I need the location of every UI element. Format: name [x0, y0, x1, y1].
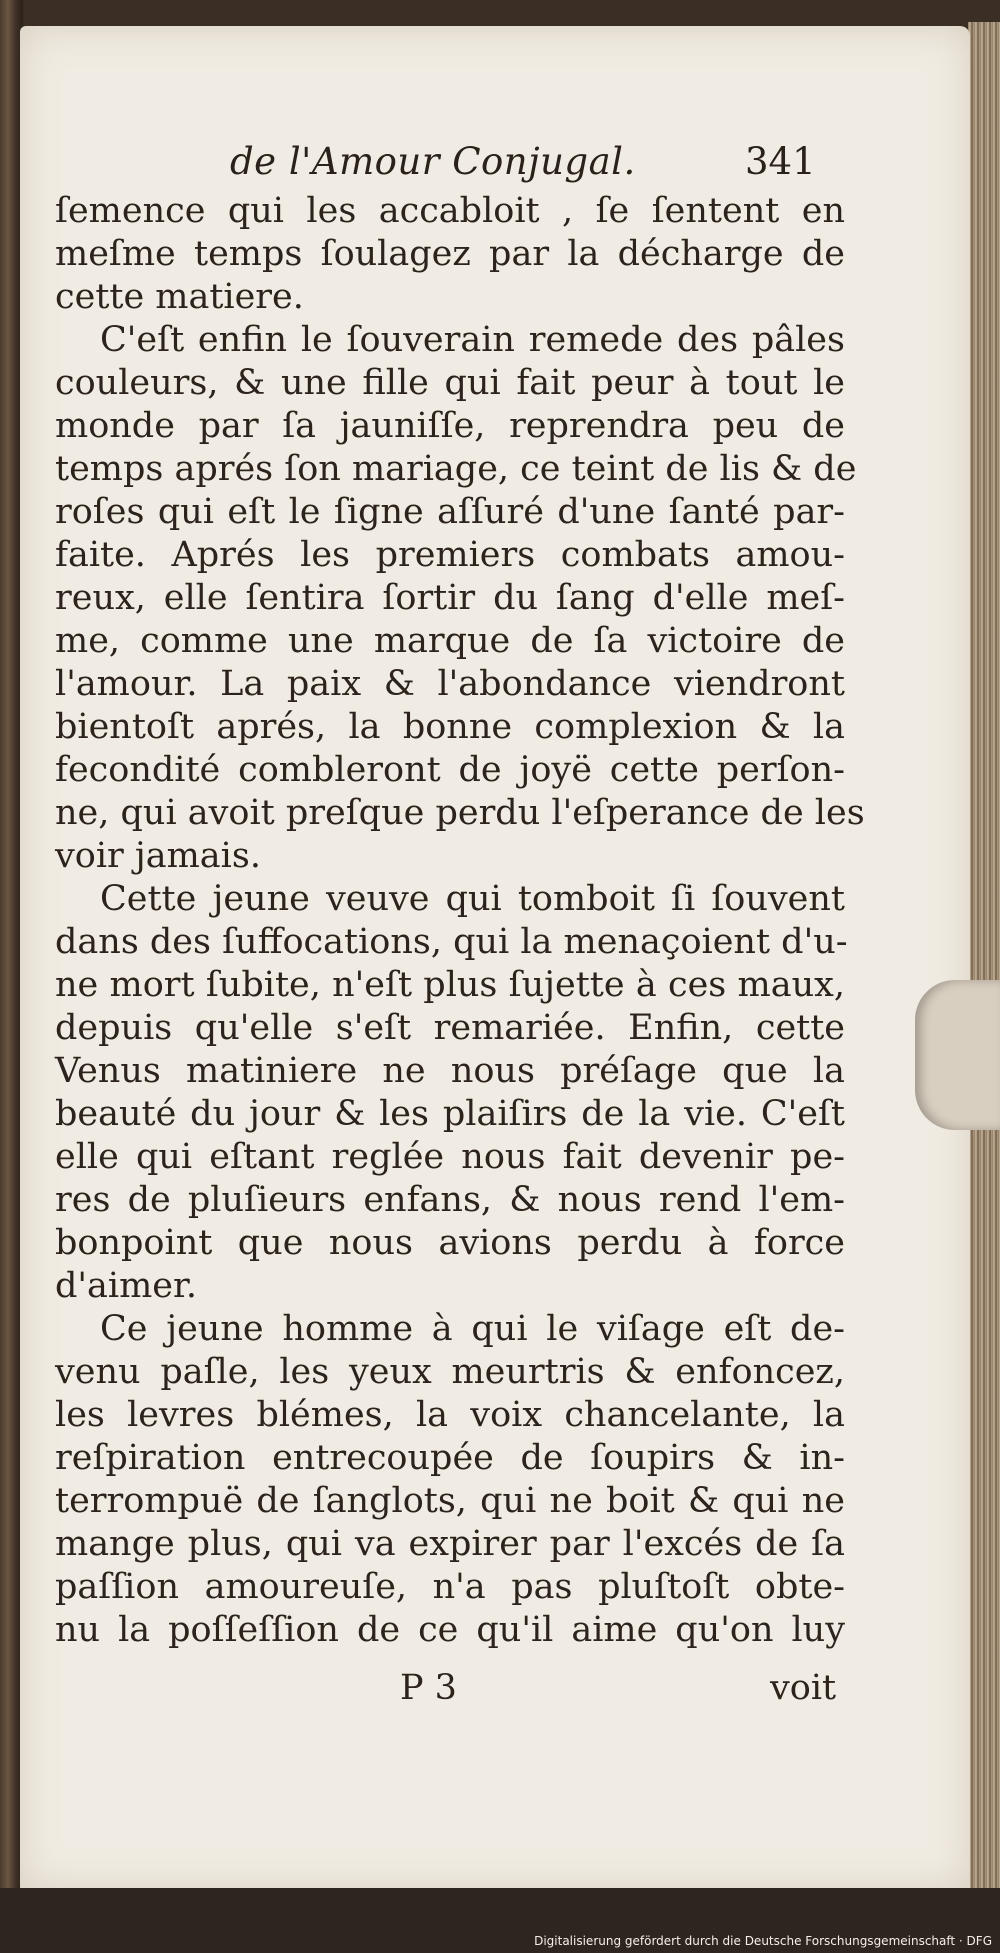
text-line: l'amour. La paix & l'abondance viendront: [55, 664, 845, 704]
text-line: res de pluſieurs enfans, & nous rend l'em-: [55, 1180, 845, 1220]
page-tab-marker: [915, 980, 1000, 1130]
digitization-credit: Digitalisierung gefördert durch die Deutsche Forschungsgemeinschaft · DFG: [534, 1934, 992, 1948]
running-head: [55, 140, 845, 190]
page-number: 341: [745, 140, 816, 183]
text-line: bonpoint que nous avions perdu à force: [55, 1223, 845, 1263]
running-title: de l'Amour Conjugal.: [230, 140, 636, 183]
text-line: mange plus, qui va expirer par l'excés de ſa: [55, 1524, 845, 1564]
text-line: Ce jeune homme à qui le viſage eſt de-: [100, 1309, 845, 1349]
text-line: monde par ſa jauniſſe, reprendra peu de: [55, 406, 845, 446]
text-line: fecondité combleront de joyë cette perſon-: [55, 750, 845, 790]
text-line: Cette jeune veuve qui tomboit ſi ſouvent: [100, 879, 845, 919]
text-line: venu paſle, les yeux meurtris & enfoncez,: [55, 1352, 845, 1392]
text-line: les levres blémes, la voix chancelante, la: [55, 1395, 845, 1435]
page-fore-edge: [968, 22, 1000, 1897]
text-line: roſes qui eſt le ſigne aſſuré d'une ſanté par-: [55, 492, 845, 532]
text-line: terrompuë de ſanglots, qui ne boit & qui ne: [55, 1481, 845, 1521]
text-line: meſme temps ſoulagez par la décharge de: [55, 234, 845, 274]
text-line: Venus matiniere ne nous préſage que la: [55, 1051, 845, 1091]
text-line: ſemence qui les accabloit , ſe ſentent en: [55, 191, 845, 231]
text-line: C'eſt enfin le ſouverain remede des pâles: [100, 320, 845, 360]
text-line: paſſion amoureuſe, n'a pas pluſtoſt obte-: [55, 1567, 845, 1607]
text-line: cette matiere.: [55, 277, 304, 317]
text-line: couleurs, & une fille qui fait peur à tout le: [55, 363, 845, 403]
text-line: dans des ſuffocations, qui la menaçoient d'u-: [55, 922, 848, 962]
text-line: reſpiration entrecoupée de ſoupirs & in-: [55, 1438, 845, 1478]
text-line: reux, elle ſentira ſortir du ſang d'elle meſ-: [55, 578, 845, 618]
text-line: ne, qui avoit preſque perdu l'eſperance de les: [55, 793, 865, 833]
catchword: voit: [770, 1668, 837, 1708]
text-line: elle qui eſtant reglée nous fait devenir pe-: [55, 1137, 845, 1177]
signature-mark: P 3: [400, 1668, 457, 1708]
text-line: nu la poſſeſſion de ce qu'il aime qu'on luy: [55, 1610, 845, 1650]
text-line: voir jamais.: [55, 836, 261, 876]
text-line: d'aimer.: [55, 1266, 197, 1306]
text-line: beauté du jour & les plaiſirs de la vie. C'eſt: [55, 1094, 845, 1134]
text-line: temps aprés ſon mariage, ce teint de lis & de: [55, 449, 857, 489]
text-line: depuis qu'elle s'eſt remariée. Enfin, cette: [55, 1008, 845, 1048]
text-line: me, comme une marque de ſa victoire de: [55, 621, 845, 661]
text-line: bientoſt aprés, la bonne complexion & la: [55, 707, 845, 747]
text-line: faite. Aprés les premiers combats amou-: [55, 535, 845, 575]
text-line: ne mort ſubite, n'eſt plus ſujette à ces maux,: [55, 965, 845, 1005]
